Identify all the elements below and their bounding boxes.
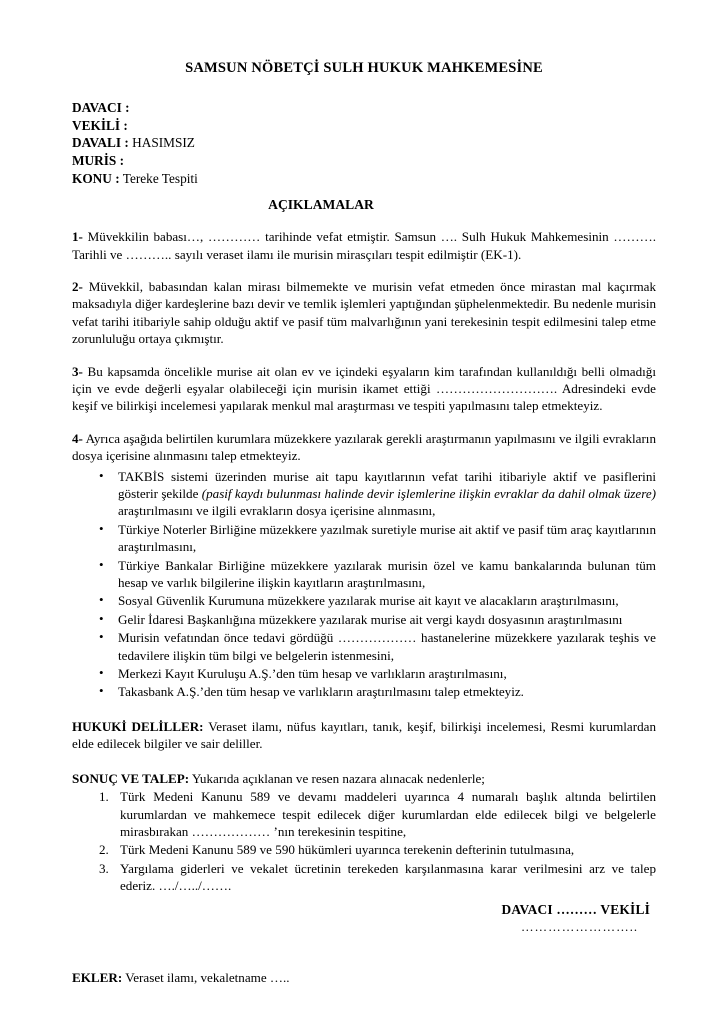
- bullet-text-pre: TAKBİS sistemi üzerinden murise ait tapu kayıtlarının vefat tarihi itibariyle aktif ve pasiflerini gösterir şekilde: [118, 468, 656, 501]
- request-item-text: Türk Medeni Kanunu 589 ve devamı maddeleri uyarınca 4 numaralı başlık altında belirtilen kurumlardan ve mahkemece tespit edilecek diğer kurumlardan elde edilecek bilgi ve belgelerle mirasbırakan ……………… ’nın terekesinin tespitine,: [120, 789, 656, 839]
- bullet-text-pre: Merkezi Kayıt Kuruluşu A.Ş.’den tüm hesap ve varlıkların araştırılmasını,: [118, 666, 507, 682]
- paragraph-4: [72, 430, 656, 465]
- bullet-text-pre: Türkiye Noterler Birliğine müzekkere yazılmak suretiyle murise ait aktif ve pasif tüm araç kayıtlarının araştırılmasını,: [118, 521, 656, 555]
- legal-evidence-label: HUKUKİ DELİLLER:: [72, 718, 204, 734]
- party-row-vekili: [72, 117, 656, 135]
- paragraph-3: [72, 363, 656, 415]
- legal-evidence-text: Veraset ilamı, nüfus kayıtları, tanık, keşif, bilirkişi incelemesi, Resmi kurumlardan elde edilecek bilgiler ve sair deliller.: [72, 718, 656, 752]
- party-info-block: [72, 99, 656, 187]
- list-item: [72, 611, 656, 628]
- paragraph-2-number: 2-: [72, 278, 83, 294]
- paragraph-1: [72, 228, 656, 263]
- signature-name-line: ……………………..: [520, 919, 638, 934]
- explanations-heading: AÇIKLAMALAR: [268, 197, 374, 213]
- party-row-konu: [72, 170, 656, 188]
- signature-role-line: DAVACI ……… VEKİLİ: [501, 901, 650, 917]
- attachments-label: EKLER:: [72, 970, 123, 986]
- paragraph-2-text: Müvekkil, babasından kalan mirası bilmemekte ve murisin vefat etmeden önce mirastan mal kaçırmak maksadıyla diğer kardeşlerine bazı devir ve temlik işlemleri yaptığından şüphelenmektedir. Bu nedenle murisin vefat tarihi itibariyle sahip olduğu aktif ve pasif tüm malvarlığının yani terekesinin tespit edilmesini talep etme zorunluluğu ortaya çıkmıştır.: [72, 278, 656, 347]
- conclusion-request-list: [72, 788, 656, 894]
- party-label-muris: MURİS :: [72, 153, 125, 169]
- list-item: [72, 665, 656, 682]
- party-value-davali: HASIMSIZ: [132, 135, 195, 151]
- paragraph-4-number: 4-: [72, 430, 83, 446]
- paragraph-2: [72, 278, 656, 348]
- list-item: [72, 841, 656, 858]
- paragraph-4-text: Ayrıca aşağıda belirtilen kurumlara müzekkere yazılarak gerekli araştırmanın yapılmasını ve ilgili evrakların dosya içerisine alınmasını talep etmekteyiz.: [72, 430, 656, 464]
- bullet-text-pre: Gelir İdaresi Başkanlığına müzekkere yazılarak murise ait vergi kaydı dosyasının araştırılmasını: [118, 611, 623, 627]
- party-label-vekili: VEKİLİ :: [72, 117, 128, 133]
- bullet-text-pre: Takasbank A.Ş.’den tüm hesap ve varlıkların araştırılmasını talep etmekteyiz.: [118, 684, 524, 700]
- party-row-muris: [72, 152, 656, 170]
- request-item-text: Türk Medeni Kanunu 589 ve 590 hükümleri uyarınca terekenin defterinin tutulmasına,: [120, 842, 575, 858]
- bullet-text-pre: Türkiye Bankalar Birliğine müzekkere yazılarak murisin özel ve kamu bankalarında bulunan tüm hesap ve varlık bilgilerine ilişkin kayıtların araştırılmasını,: [118, 557, 656, 591]
- party-label-davali: DAVALI :: [72, 135, 129, 151]
- paragraph-3-number: 3-: [72, 363, 83, 379]
- legal-evidence-section: [72, 718, 656, 753]
- conclusion-label: SONUÇ VE TALEP:: [72, 770, 190, 786]
- list-item: [72, 521, 656, 556]
- list-item: [72, 557, 656, 592]
- conclusion-text: Yukarıda açıklanan ve resen nazara alınacak nedenlerle;: [189, 770, 485, 786]
- attachments-text: Veraset ilamı, vekaletname …..: [122, 970, 290, 986]
- page-title: SAMSUN NÖBETÇİ SULH HUKUK MAHKEMESİNE: [185, 60, 543, 76]
- party-label-konu: KONU :: [72, 170, 120, 186]
- list-item: [72, 788, 656, 840]
- paragraph-1-number: 1-: [72, 229, 83, 245]
- attachments-section: [72, 969, 656, 986]
- list-item: [72, 860, 656, 895]
- paragraph-3-text: Bu kapsamda öncelikle murise ait olan ev ve içindeki eşyaların kim tarafından kullanıldığı belli olmadığı için ve evde değerli eşyalar olabileceği için murisin ikamet ettiği ………………………. Adresindeki evde keşif ve bilirkişi incelemesi yapılarak menkul mal araştırması ve tespiti yapılmasını talep etmekteyiz.: [72, 363, 656, 414]
- bullet-text-pre: Murisin vefatından önce tedavi gördüğü ……………… hastanelerine müzekkere yazılarak teşhis ve tedavilere ilişkin tüm bilgi ve belgelerin istenmesini,: [118, 630, 656, 663]
- bullet-text-italic: (pasif kaydı bulunması halinde devir işlemlerine ilişkin evraklar da dahil olmak üzere): [201, 486, 656, 501]
- party-row-davaci: [72, 99, 656, 117]
- institutions-bullet-list: [72, 468, 656, 701]
- list-item: [72, 683, 656, 700]
- party-label-davaci: DAVACI :: [72, 100, 130, 116]
- list-item: [72, 592, 656, 609]
- party-row-davali: [72, 134, 656, 152]
- list-item: [72, 629, 656, 664]
- bullet-text-post: araştırılmasını ve ilgili evrakların dosya içerisine alınmasını,: [118, 503, 436, 519]
- list-item: [72, 468, 656, 520]
- conclusion-section: [72, 770, 656, 787]
- paragraph-1-text: Müvekkilin babası…, ………… tarihinde vefat etmiştir. Samsun …. Sulh Hukuk Mahkemesinin ………. Tarihli ve ……….. sayılı veraset ilamı ile murisin mirasçıları tespit edilmiştir (EK-1).: [72, 229, 656, 262]
- party-value-konu: Tereke Tespiti: [122, 170, 198, 186]
- request-item-text: Yargılama giderleri ve vekalet ücretinin terekeden karşılanmasına karar verilmesini arz ve talep ederiz. …./…../…….: [120, 860, 656, 894]
- bullet-text-pre: Sosyal Güvenlik Kurumuna müzekkere yazılarak murise ait kayıt ve alacakların araştırılmasını,: [118, 593, 619, 609]
- signature-block: [72, 901, 656, 936]
